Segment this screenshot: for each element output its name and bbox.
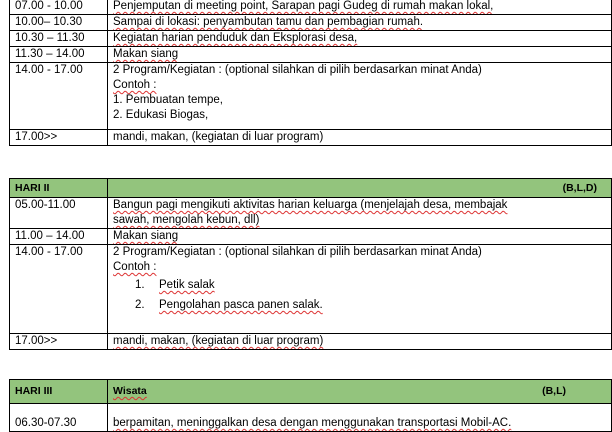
activity-text: 2 Program/Kegiatan : (optional silahkan di pilih berdasarkan minat Anda) — [113, 64, 482, 76]
activity-cell — [108, 404, 612, 432]
day-header-row — [10, 380, 612, 404]
table-row — [10, 404, 612, 432]
activity-text: Kegiatan harian penduduk dan Eksplorasi desa, — [113, 32, 358, 44]
activity-cell — [108, 47, 612, 63]
table-row — [10, 0, 612, 15]
activity-text: Bangun pagi mengikuti aktivitas harian keluarga (menjelajah desa, membajak — [113, 199, 508, 211]
activity-cell — [108, 198, 612, 229]
activity-text: mandi, makan, (kegiatan di luar program) — [113, 131, 324, 143]
time-cell: 11.00 – 14.00 — [10, 229, 108, 245]
table-row — [10, 334, 612, 350]
activity-cell — [108, 0, 612, 15]
activity-cell — [108, 15, 612, 31]
list-item: 2. Edukasi Biogas, — [113, 109, 209, 121]
table-row — [10, 245, 612, 334]
table-row — [10, 47, 612, 63]
example-label: Contoh : — [113, 79, 157, 91]
list-item: 2. Pengolahan pasca panen salak. — [135, 299, 323, 311]
day-header-row — [10, 179, 612, 198]
time-cell: 10.30 – 11.30 — [10, 31, 108, 47]
table-row — [10, 31, 612, 47]
time-cell: 14.00 - 17.00 — [10, 63, 108, 130]
day-subtitle: Wisata — [113, 385, 147, 397]
time-cell: 11.30 – 14.00 — [10, 47, 108, 63]
activity-text: Penjemputan di meeting point, Sarapan pagi Gudeg di rumah makan lokal, — [113, 0, 494, 12]
activity-cell — [108, 334, 612, 350]
time-cell: 17.00>> — [10, 130, 108, 146]
activity-text: berpamitan, meninggalkan desa dengan menggunakan transportasi Mobil-AC. — [113, 417, 512, 429]
activity-text: Makan siang — [113, 230, 179, 242]
time-cell: 14.00 - 17.00 — [10, 245, 108, 334]
time-cell: 10.00– 10.30 — [10, 15, 108, 31]
example-label: Contoh : — [113, 261, 157, 273]
table-row — [10, 63, 612, 130]
activity-text: 2 Program/Kegiatan : (optional silahkan di pilih berdasarkan minat Anda) — [113, 246, 482, 258]
time-cell: 17.00>> — [10, 334, 108, 350]
activity-text: Sampai di lokasi: penyambutan tamu dan pembagian rumah. — [113, 16, 424, 28]
day1-schedule-table — [9, 0, 612, 146]
day-title: HARI II — [10, 179, 108, 198]
table-row — [10, 229, 612, 245]
table-row — [10, 130, 612, 146]
day-title: HARI III — [10, 380, 108, 404]
meal-code: (B,L,D) — [108, 179, 612, 198]
day-subtitle-cell — [108, 380, 612, 404]
activity-text: mandi, makan, (kegiatan di luar program) — [113, 335, 324, 347]
activity-cell — [108, 130, 612, 146]
list-item: 1. Pembuatan tempe, — [113, 94, 223, 106]
meal-code: (B,L) — [542, 385, 566, 397]
time-cell: 07.00 - 10.00 — [10, 0, 108, 15]
activity-cell — [108, 31, 612, 47]
activity-text: Makan siang — [113, 48, 179, 60]
table-row — [10, 15, 612, 31]
activity-cell — [108, 229, 612, 245]
list-item: 1. Petik salak — [135, 279, 215, 291]
program-list — [113, 278, 606, 313]
activity-text-line2: sawah, mengolah kebun, dll) — [113, 214, 260, 226]
activity-cell — [108, 63, 612, 130]
table-row — [10, 198, 612, 229]
time-cell: 05.00-11.00 — [10, 198, 108, 229]
day3-schedule-table — [9, 379, 612, 432]
activity-cell — [108, 245, 612, 334]
day2-schedule-table — [9, 178, 612, 350]
time-cell: 06.30-07.30 — [10, 404, 108, 432]
